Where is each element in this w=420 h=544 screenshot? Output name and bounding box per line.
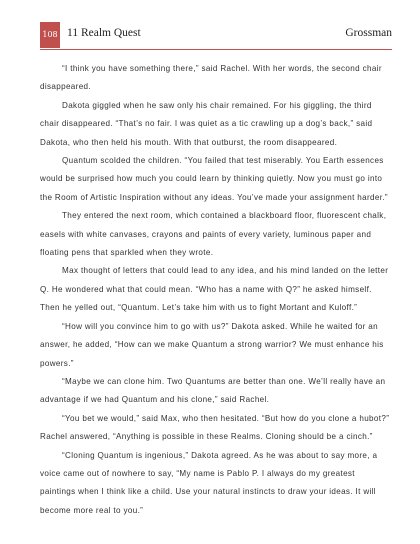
paragraph: “How will you convince him to go with us?” Dakota asked. While he waited for an answer, he added, “How can we make Quantum a strong warrior? We must enhance his powers.” [40, 321, 384, 368]
paragraph: “Maybe we can clone him. Two Quantums are better than one. We’ll really have an advantage if we had Quantum and his clone,” said Rachel. [40, 376, 386, 405]
paragraph: Quantum scolded the children. “You failed that test miserably. You Earth essences would be surprised how much you could learn by thinking quietly. Now you must go into the Room of Artistic Inspiration without any ideas. You’ve made your assignment harder.” [40, 156, 388, 202]
book-title: 11 Realm Quest [67, 27, 141, 39]
paragraph: “I think you have something there,” said Rachel. With her words, the second chair disappeared. [40, 64, 382, 92]
header-rule [40, 49, 392, 50]
author-name: Grossman [345, 27, 392, 39]
paragraph: They entered the next room, which contained a blackboard floor, fluorescent chalk, easels with white canvases, crayons and paints of every variety, luminous paper and floating pens that sparkled when they wrote. [40, 211, 387, 258]
paragraph: “You bet we would,” said Max, who then hesitated. “But how do you clone a hubot?” Rachel answered, “Anything is possible in these Realms. Cloning should be a cinch.” [40, 413, 390, 442]
running-header [40, 22, 392, 48]
paragraph: “Cloning Quantum is ingenious,” Dakota agreed. As he was about to say more, a voice came out of nowhere to say, “My name is Pablo P. I always do my greatest paintings when I think like a child. Use your natural instincts to draw your ideas. It will become more real to you.” [40, 450, 378, 515]
page-number-badge: 108 [40, 22, 60, 48]
body-text [40, 60, 390, 520]
paragraph: Dakota giggled when he saw only his chair remained. For his giggling, the third chair disappeared. “That’s no fair. I was quiet as a tic crawling up a dog’s back,” said Dakota, who then held his mouth. With that outburst, the room disappeared. [40, 100, 373, 147]
paragraph: Max thought of letters that could lead to any idea, and his mind landed on the letter Q. He wondered what that could mean. “Who has a name with Q?” he asked himself. Then he yelled out, “Quantum. Let’s take him with us to fight Mortant and Kuloff.” [40, 266, 389, 313]
